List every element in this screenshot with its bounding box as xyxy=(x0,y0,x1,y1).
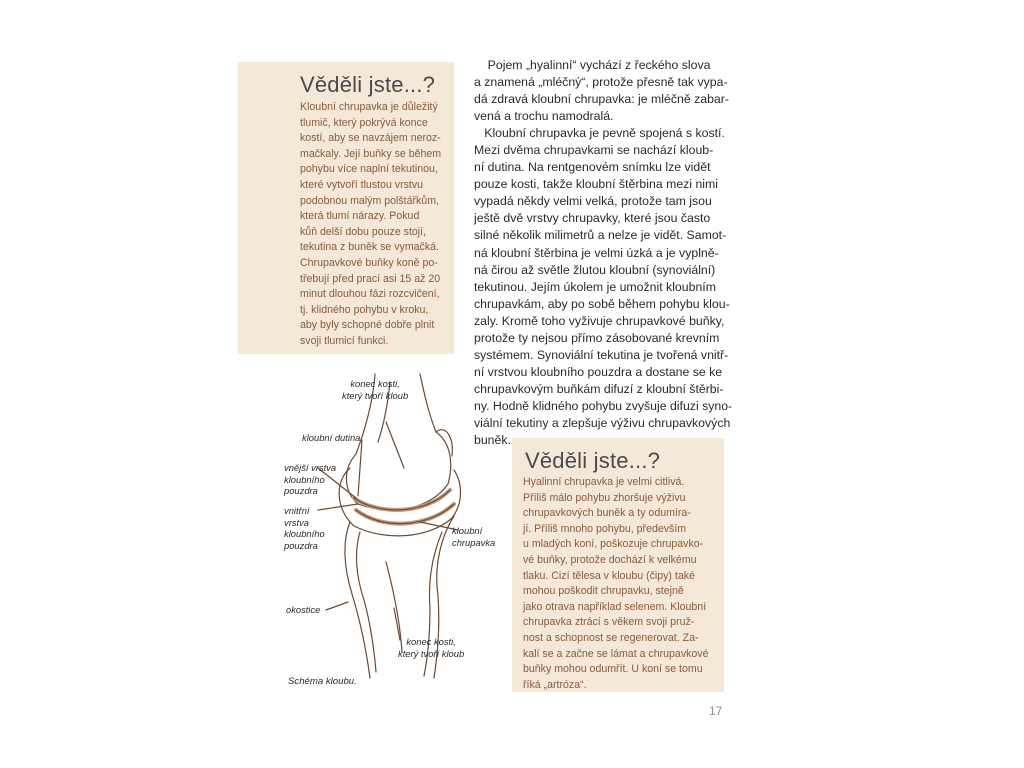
box-1-line: Kloubní chrupavka je důležitý xyxy=(300,101,438,113)
body-line: ještě dvě vrstvy chrupavky, které jsou často xyxy=(474,211,711,226)
box-1-line: tlumič, který pokrývá konce xyxy=(300,116,428,129)
body-line: ny. Hodně klidného pohybu zvyšuje difuzi syno- xyxy=(474,398,733,413)
label-line: okostice xyxy=(286,604,321,615)
label-line: kloubního xyxy=(284,528,325,539)
label-line: vnitřní xyxy=(284,505,310,516)
box-1-line: svoji tlumicí funkci. xyxy=(300,334,389,347)
label-line: vrstva xyxy=(284,516,310,528)
box-2-line: u mladých koní, poškozuje chrupavko- xyxy=(523,538,704,551)
figure-caption: Schéma kloubu. xyxy=(288,676,357,687)
box-1-line: tj. klidného pohybu v kroku, xyxy=(300,303,429,316)
box-2-line: vé buňky, protože dochází k velkému xyxy=(523,553,697,566)
box-2-line: Příliš málo pohybu zhoršuje výživu xyxy=(523,491,686,504)
box-2-title: Věděli jste...? xyxy=(525,448,661,473)
box-2-line: kalí se a začne se lámat a chrupavkové xyxy=(523,647,709,660)
did-you-know-box-1 xyxy=(238,62,454,354)
body-line: zaly. Kromě toho vyživuje chrupavkové buňky, xyxy=(474,313,725,328)
body-line: silné několik milimetrů a nelze je vidět. Samot- xyxy=(474,228,727,243)
body-line: tekutinou. Jejím úkolem je umožnit kloubním xyxy=(474,279,716,294)
box-2-line: Hyalinní chrupavka je velmi citlivá. xyxy=(523,476,685,488)
body-line: ná kloubní štěrbina je velmi úzká a je vyplně- xyxy=(474,245,719,260)
body-line: ní vrstvou kloubního pouzdra a dostane se ke xyxy=(474,364,723,379)
upper-cartilage xyxy=(354,490,450,510)
body-line: chrupavkovým buňkám difuzí z kloubní štěrbi- xyxy=(474,381,724,396)
label-bone-end-top xyxy=(342,378,408,401)
box-1-line: která tlumí nárazy. Pokud xyxy=(300,210,420,223)
body-line: vená a trochu namodralá. xyxy=(474,109,614,124)
body-line: ná čirou až světle žlutou kloubní (synoviální) xyxy=(474,262,716,277)
label-joint-cavity xyxy=(302,432,360,444)
label-line: konec kosti, xyxy=(350,378,400,389)
box-1-line: pohybu více naplní tekutinou, xyxy=(300,163,438,176)
body-line: buněk. xyxy=(474,433,511,448)
label-line: pouzdra xyxy=(284,485,318,496)
label-cartilage xyxy=(452,525,495,548)
label-bone-end-bottom xyxy=(398,636,464,659)
box-2-line: nost a schopnost se regenerovat. Za- xyxy=(523,631,699,644)
main-body-text xyxy=(474,57,742,449)
body-line: Mezi dvěma chrupavkami se nachází kloub- xyxy=(474,143,714,158)
body-line: a znamená „mléčný“, protože přesně tak vypa- xyxy=(474,75,728,90)
box-2-line: chrupavka ztrácí s věkem svoji pruž- xyxy=(523,616,695,629)
body-line: Pojem „hyalinní“ vychází z řeckého slova xyxy=(474,58,711,72)
body-line: dá zdravá kloubní chrupavka: je mléčně zabar- xyxy=(474,92,729,107)
box-1-line: třebují před prací asi 15 až 20 xyxy=(300,272,441,285)
box-1-line: minut dlouhou fázi rozcvičení, xyxy=(300,288,440,301)
label-line: kloubní xyxy=(452,525,483,536)
box-2-line: chrupavkových buněk a ty odumíra- xyxy=(523,507,691,520)
body-line: systémem. Synoviální tekutina je tvořená vnitř- xyxy=(474,347,729,362)
box-2-line: mohou poškodit chrupavku, stejně xyxy=(523,585,684,598)
label-line: vnější vrstva xyxy=(284,462,337,473)
label-line: pouzdra xyxy=(284,539,318,551)
box-1-line: Chrupavkové buňky koně po- xyxy=(300,256,438,269)
label-line: který tvoří kloub xyxy=(398,647,465,659)
label-line: který tvoří kloub xyxy=(342,389,409,401)
box-2-text xyxy=(523,475,721,693)
box-1-line: tekutina z buněk se vymačká. xyxy=(300,241,439,254)
box-2-line: tlaku. Cizí tělesa v kloubu (čipy) také xyxy=(523,569,695,582)
label-line: kloubního xyxy=(284,473,325,485)
label-periosteum xyxy=(286,604,320,616)
body-line: Kloubní chrupavka je pevně spojená s kostí. xyxy=(474,126,725,141)
box-1-text xyxy=(300,100,452,350)
box-2-line: buňky mohou odumřít. U koní se tomu xyxy=(523,663,703,676)
box-2-line: říká „artróza“. xyxy=(523,678,587,691)
box-1-line: aby byly schopné dobře plnit xyxy=(300,319,435,332)
label-inner-capsule xyxy=(284,505,325,551)
body-line: viální tekutiny a zlepšuje výživu chrupavkových xyxy=(474,415,731,430)
box-1-line: mačkaly. Její buňky se během xyxy=(300,147,442,160)
label-outer-capsule xyxy=(284,462,336,497)
box-1-line: podobnou malým polštářkům, xyxy=(300,194,439,207)
leader-line-periosteum xyxy=(326,602,348,610)
box-1-line: které vytvoří tlustou vrstvu xyxy=(300,178,424,191)
label-line: konec kosti, xyxy=(406,636,456,647)
body-line: pouze kosti, takže kloubní štěrbina mezi nimi xyxy=(474,177,719,192)
label-line: chrupavka xyxy=(452,536,496,548)
body-line: chrupavkám, aby po sobě během pohybu klou- xyxy=(474,296,730,311)
body-line: vypadá někdy velmi velká, protože tam jsou xyxy=(474,194,712,209)
box-2-line: jí. Příliš mnoho pohybu, především xyxy=(523,522,687,535)
body-line: ní dutina. Na rentgenovém snímku lze vidět xyxy=(474,160,711,175)
body-line: protože ty nejsou přímo zásobované krevním xyxy=(474,330,720,345)
box-1-line: kostí, aby se navzájem neroz- xyxy=(300,132,441,145)
box-1-title: Věděli jste...? xyxy=(300,72,436,97)
page-number: 17 xyxy=(709,704,723,718)
box-1-line: kůň delší dobu pouze stojí, xyxy=(300,225,427,238)
did-you-know-box-2 xyxy=(512,438,724,692)
leader-line-bone-top xyxy=(386,422,404,468)
label-line: kloubní dutina xyxy=(302,432,361,443)
box-2-line: jako otrava například selenem. Kloubní xyxy=(523,600,707,613)
